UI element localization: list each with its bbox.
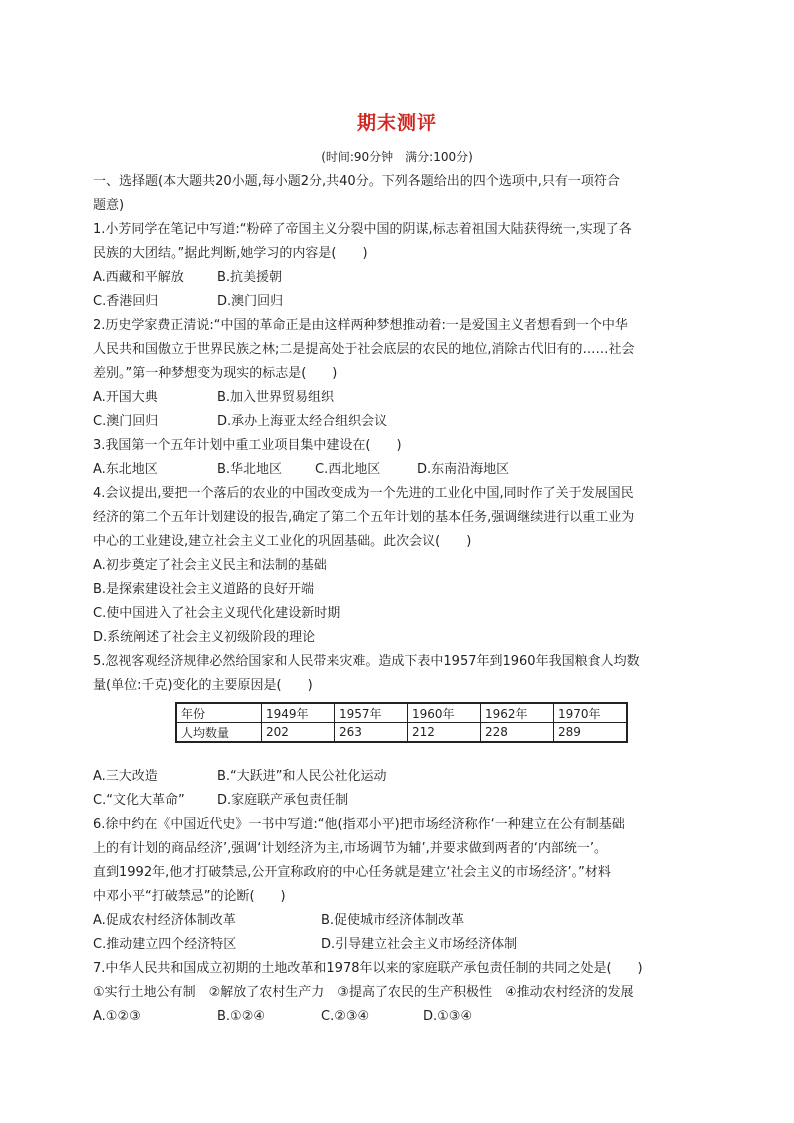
option-b: B.“大跃进”和人民公社化运动 [217,769,387,784]
option-c: C.推动建立四个经济特区 [93,937,237,952]
option-d: D.承办上海亚太经合组织会议 [217,414,388,429]
option-row [93,765,713,789]
question-stem: 民族的大团结。”据此判断,她学习的内容是( ) [93,246,368,261]
option-a: A.初步奠定了社会主义民主和法制的基础 [93,558,327,573]
question-6 [93,813,713,957]
option-a: A.开国大典 [93,390,158,405]
question-stem: 量(单位:千克)变化的主要原因是( ) [93,678,313,693]
option-row [93,410,713,434]
option-a: A.促成农村经济体制改革 [93,913,236,928]
table-cell: 212 [408,723,481,743]
table-cell: 1949年 [262,703,335,723]
option-d: D.①③④ [423,1009,473,1024]
option-d: D.引导建立社会主义市场经济体制 [321,937,518,952]
option-d: D.澳门回归 [217,294,284,309]
option-row [93,386,713,410]
option-d: D.家庭联产承包责任制 [217,793,349,808]
grain-table [175,702,628,743]
table-cell: 289 [554,723,628,743]
question-statements: ①实行土地公有制 ②解放了农村生产力 ③提高了农民的生产积极性 ④推动农村经济的发展 [93,985,634,1000]
option-row [93,1005,713,1029]
question-stem: 上的有计划的商品经济’,强调‘计划经济为主,市场调节为辅’,并要求做到两者的‘内部统一’。 [93,841,608,856]
question-stem: 中心的工业建设,建立社会主义工业化的巩固基础。此次会议( ) [93,534,472,549]
option-c: C.使中国进入了社会主义现代化建设新时期 [93,606,341,621]
question-stem: 经济的第二个五年计划建设的报告,确定了第二个五年计划的基本任务,强调继续进行以重工业为 [93,510,635,525]
section-header: 题意) [93,198,125,213]
question-stem: 中邓小平“打破禁忌”的论断( ) [93,889,286,904]
option-c: C.香港回归 [93,294,159,309]
question-stem: 2.历史学家费正清说:“中国的革命正是由这样两种梦想推动着:一是爱国主义者想看到一个中华 [93,318,628,333]
question-stem: 5.忽视客观经济规律必然给国家和人民带来灾难。造成下表中1957年到1960年我国粮食人均数 [93,654,640,669]
option-b: B.抗美援朝 [217,270,283,285]
option-c: C.“文化大革命” [93,793,185,808]
option-row [93,909,713,933]
table-cell: 年份 [176,703,262,723]
option-a: A.东北地区 [93,462,158,477]
question-stem: 4.会议提出,要把一个落后的农业的中国改变成为一个先进的工业化中国,同时作了关于发展国民 [93,486,634,501]
table-cell: 202 [262,723,335,743]
table-cell: 1970年 [554,703,628,723]
option-row [93,458,713,482]
option-row [93,933,713,957]
option-b: B.①②④ [217,1009,266,1024]
option-c: C.西北地区 [315,462,381,477]
option-row [93,266,713,290]
question-1 [93,218,713,314]
table-cell: 228 [481,723,554,743]
question-stem: 1.小芳同学在笔记中写道:“粉碎了帝国主义分裂中国的阴谋,标志着祖国大陆获得统一,实现了各 [93,222,632,237]
question-stem: 差别。”第一种梦想变为现实的标志是( ) [93,366,338,381]
table-row [176,723,627,743]
page-title: 期末测评 [356,112,437,134]
option-a: A.①②③ [93,1009,141,1024]
question-2 [93,314,713,434]
section-header: 一、选择题(本大题共20小题,每小题2分,共40分。下列各题给出的四个选项中,只有一项符合 [93,174,620,189]
question-stem: 7.中华人民共和国成立初期的土地改革和1978年以来的家庭联产承包责任制的共同之处是( ) [93,961,643,976]
question-list [93,170,713,1029]
question-7 [93,957,713,1029]
option-b: B.加入世界贸易组织 [217,390,335,405]
question-5 [93,650,713,813]
option-row [93,789,713,813]
option-c: C.澳门回归 [93,414,159,429]
question-4 [93,482,713,650]
table-cell: 1960年 [408,703,481,723]
table-row [176,703,627,723]
question-stem: 直到1992年,他才打破禁忌,公开宣称政府的中心任务就是建立‘社会主义的市场经济’。”材料 [93,865,611,880]
option-d: D.东南沿海地区 [417,462,510,477]
table-cell: 1962年 [481,703,554,723]
option-row [93,290,713,314]
option-a: A.三大改造 [93,769,158,784]
option-c: C.②③④ [321,1009,370,1024]
option-b: B.是探索建设社会主义道路的良好开端 [93,582,315,597]
option-d: D.系统阐述了社会主义初级阶段的理论 [93,630,316,645]
option-b: B.促使城市经济体制改革 [321,913,465,928]
table-cell: 人均数量 [176,723,262,743]
question-3 [93,434,713,482]
question-stem: 6.徐中约在《中国近代史》一书中写道:“他(指邓小平)把市场经济称作‘一种建立在公有制基础 [93,817,625,832]
option-a: A.西藏和平解放 [93,270,184,285]
table-cell: 263 [335,723,408,743]
question-stem: 人民共和国傲立于世界民族之林;二是提高处于社会底层的农民的地位,消除古代旧有的……社会 [93,342,635,357]
table-cell: 1957年 [335,703,408,723]
exam-info: (时间:90分钟 满分:100分) [321,150,473,164]
option-b: B.华北地区 [217,462,283,477]
question-stem: 3.我国第一个五年计划中重工业项目集中建设在( ) [93,438,402,453]
